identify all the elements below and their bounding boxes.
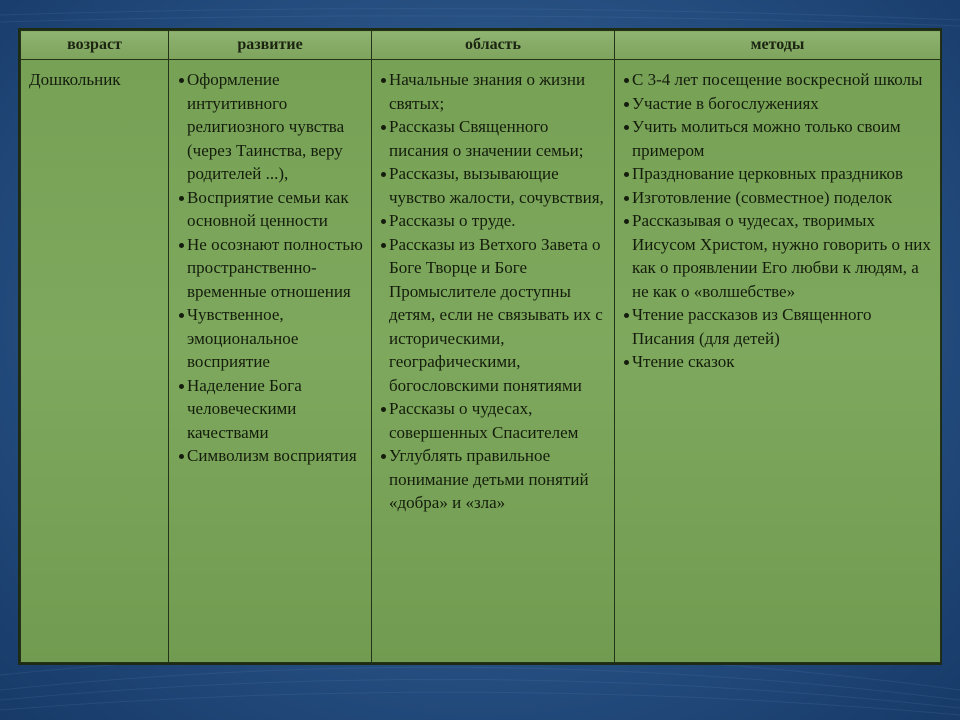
list-item-text: Рассказывая о чудесах, творимых Иисусом Христом, нужно говорить о них как о проявлении Его любви к людям, а не как о «волшебстве»: [632, 211, 931, 301]
list-item: [381, 209, 608, 233]
header-development: развитие: [169, 31, 372, 60]
list-item: [624, 209, 936, 303]
list-item: [179, 444, 365, 468]
development-cell: [169, 60, 372, 663]
bullet-icon: [381, 78, 386, 83]
list-item-text: Чтение рассказов из Священного Писания (для детей): [632, 305, 872, 348]
methods-list: [624, 68, 936, 374]
header-area: область: [372, 31, 615, 60]
age-cell: Дошкольник: [21, 60, 169, 663]
list-item-text: Празднование церковных праздников: [632, 164, 903, 183]
list-item: [624, 186, 936, 210]
area-cell: [372, 60, 615, 663]
list-item-text: Начальные знания о жизни святых;: [389, 70, 586, 113]
bullet-icon: [381, 243, 386, 248]
bullet-icon: [179, 313, 184, 318]
list-item-text: Оформление интуитивного религиозного чувства (через Таинства, веру родителей ...),: [187, 70, 345, 183]
header-age: возраст: [21, 31, 169, 60]
list-item-text: Рассказы о труде.: [389, 211, 516, 230]
list-item-text: Изготовление (совместное) поделок: [632, 187, 893, 207]
list-item-text: Символизм восприятия: [187, 446, 357, 465]
methods-cell: [615, 60, 941, 663]
list-item-text: Чувственное, эмоциональное восприятие: [187, 305, 299, 371]
list-item-text: Наделение Бога человеческими качествами: [187, 375, 302, 442]
list-item: [179, 68, 365, 186]
list-item-text: Углублять правильное понимание детьми понятий «добра» и «зла»: [389, 446, 589, 512]
bullet-icon: [624, 78, 629, 83]
bullet-icon: [624, 313, 629, 318]
list-item: [624, 115, 936, 162]
list-item-text: С 3-4 лет посещение воскресной школы: [632, 70, 923, 89]
list-item: [179, 233, 365, 304]
table-header-row: [21, 31, 941, 60]
list-item-text: Не осознают полностью пространственно-временные отношения: [187, 234, 363, 301]
bullet-icon: [179, 384, 184, 389]
bullet-icon: [624, 196, 629, 201]
list-item: [624, 68, 936, 92]
list-item: [381, 444, 608, 515]
bullet-icon: [624, 125, 629, 130]
bullet-icon: [381, 407, 386, 412]
list-item-text: Рассказы Священного писания о значении семьи;: [389, 117, 584, 160]
list-item-text: Участие в богослужениях: [632, 93, 819, 113]
bullet-icon: [624, 172, 629, 177]
table-row: [21, 60, 941, 663]
bullet-icon: [179, 243, 184, 248]
bullet-icon: [179, 454, 184, 459]
list-item: [624, 162, 936, 186]
list-item: [381, 233, 608, 398]
bullet-icon: [381, 219, 386, 224]
list-item: [381, 68, 608, 115]
methods-table: [20, 30, 941, 663]
development-list: [179, 68, 365, 468]
list-item: [381, 162, 608, 209]
bullet-icon: [179, 196, 184, 201]
list-item: [381, 397, 608, 444]
list-item: [624, 303, 936, 350]
list-item: [624, 350, 936, 374]
bullet-icon: [381, 125, 386, 130]
list-item: [179, 303, 365, 374]
list-item: [179, 186, 365, 233]
list-item: [381, 115, 608, 162]
list-item: [179, 374, 365, 445]
list-item-text: Восприятие семьи как основной ценности: [187, 187, 349, 230]
area-list: [381, 68, 608, 515]
methods-table-container: [18, 28, 942, 665]
header-methods: методы: [615, 31, 941, 60]
bullet-icon: [624, 219, 629, 224]
list-item-text: Рассказы, вызывающие чувство жалости, сочувствия,: [389, 164, 604, 207]
bullet-icon: [624, 102, 629, 107]
list-item-text: Рассказы из Ветхого Завета о Боге Творце и Боге Промыслителе доступны детям, если не связывать их с историческими, географическими, богословскими понятиями: [389, 234, 603, 395]
bullet-icon: [381, 454, 386, 459]
bullet-icon: [624, 360, 629, 365]
list-item-text: Рассказы о чудесах, совершенных Спасителем: [389, 399, 579, 442]
list-item-text: Чтение сказок: [632, 352, 735, 371]
bullet-icon: [179, 78, 184, 83]
bullet-icon: [381, 172, 386, 177]
list-item-text: Учить молиться можно только своим примером: [632, 117, 901, 160]
list-item: [624, 92, 936, 116]
